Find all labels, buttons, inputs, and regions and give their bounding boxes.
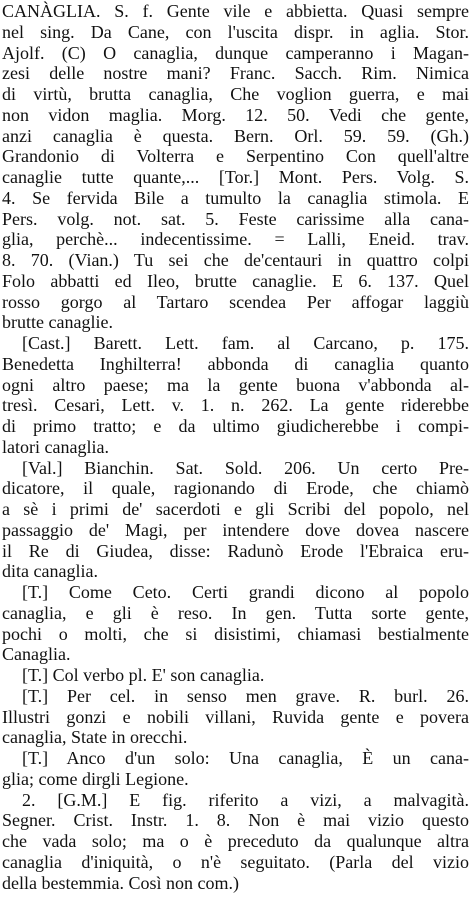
entry-line-18: Benedetta Inghilterra! abbonda di canaglia quanto (2, 353, 469, 374)
entry-line-42: canaglia d'iniquità, o n'è seguitato. (Parla del vizio (2, 851, 469, 872)
entry-line-41: che vada solo; ma o è preceduto da qualunque altra (2, 831, 469, 851)
entry-line-24: dicatore, il quale, ragionando di Erode, che chiamò (2, 478, 469, 499)
entry-line-34: [T.] Per cel. in senso men grave. R. burl. 26. (22, 685, 469, 706)
entry-line-28: dita canaglia. (2, 561, 98, 582)
entry-line-1: CANÀGLIA. S. f. Gente vile e abbietta. Quasi sempre (2, 1, 469, 21)
entry-line-35: Illustri gonzi e nobili villani, Ruvida gente e povera (2, 706, 469, 727)
entry-line-15: rosso gorgo al Tartaro scendea Per affogar laggiù (2, 291, 469, 312)
entry-line-21: di primo tratto; e da ultimo giudicherebbe i compi- (2, 416, 469, 436)
entry-line-29: [T.] Come Ceto. Certi grandi dicono al popolo (22, 582, 469, 602)
entry-line-33: [T.] Col verbo pl. E' son canaglia. (22, 665, 265, 685)
entry-line-13: 8. 70. (Vian.) Tu sei che de'centauri in quattro colpi (2, 250, 469, 270)
entry-line-2: nel sing. Da Cane, con l'uscita dispr. in aglia. Stor. (2, 21, 469, 42)
entry-line-30: canaglia, e gli è reso. In gen. Tutta sorte gente, (2, 602, 469, 623)
entry-line-9: canaglie tutte quante,... [Tor.] Mont. Pers. Volg. S. (2, 167, 469, 187)
entry-line-26: passaggio de' Magi, per intendere dove dovea nascere (2, 519, 469, 540)
entry-line-31: pochi o molti, che si disistimi, chiamasi bestialmente (2, 623, 469, 644)
entry-line-20: tresì. Cesari, Lett. v. 1. n. 262. La gente riderebbe (2, 395, 469, 416)
entry-line-22: latori canaglia. (2, 436, 109, 457)
entry-line-4: zesi delle nostre mani? Franc. Sacch. Rim. Nimica (2, 63, 469, 84)
entry-line-5: di virtù, brutta canaglia, Che voglion guerra, e mai (2, 84, 469, 104)
entry-line-38: glia; come dirgli Legione. (2, 768, 189, 789)
entry-line-43: della bestemmia. Così non com.) (2, 872, 239, 893)
entry-line-36: canaglia, State in orecchi. (2, 727, 188, 748)
entry-line-8: Grandonio di Volterra e Serpentino Con quell'altre (2, 146, 469, 167)
entry-line-14: Folo abbatti ed Ileo, brutte canaglie. E 6. 137. Quel (2, 270, 469, 291)
entry-line-7: anzi canaglia è questa. Bern. Orl. 59. 59. (Gh.) (2, 125, 469, 146)
entry-line-12: glia, perchè... indecentissime. = Lalli, Eneid. trav. (2, 229, 469, 250)
entry-line-16: brutte canaglie. (2, 312, 113, 333)
entry-line-32: Canaglia. (2, 644, 71, 665)
entry-line-40: Segner. Crist. Instr. 1. 8. Non è mai vizio questo (2, 810, 469, 831)
entry-line-19: ogni altro paese; ma la gente buona v'abbonda al- (2, 374, 469, 395)
entry-line-11: Pers. volg. not. sat. 5. Feste carissime alla cana- (2, 208, 469, 229)
entry-line-39: 2. [G.M.] E fig. riferito a vizi, a malvagità. (22, 789, 469, 810)
entry-line-37: [T.] Anco d'un solo: Una canaglia, È un cana- (22, 748, 469, 768)
entry-line-23: [Val.] Bianchin. Sat. Sold. 206. Un certo Pre- (22, 457, 469, 478)
entry-line-6: non vidon maglia. Morg. 12. 50. Vedi che gente, (2, 104, 469, 125)
entry-line-17: [Cast.] Barett. Lett. fam. al Carcano, p. 175. (22, 333, 469, 353)
entry-line-3: Ajolf. (C) O canaglia, dunque camperanno i Magan- (2, 42, 469, 63)
entry-line-27: il Re di Giudea, disse: Radunò Erode l'Ebraica eru- (2, 540, 469, 561)
entry-line-25: a sè i primi de' sacerdoti e gli Scribi del popolo, nel (2, 499, 469, 519)
entry-line-10: 4. Se fervida Bile a tumulto la canaglia stimola. E (2, 187, 469, 208)
